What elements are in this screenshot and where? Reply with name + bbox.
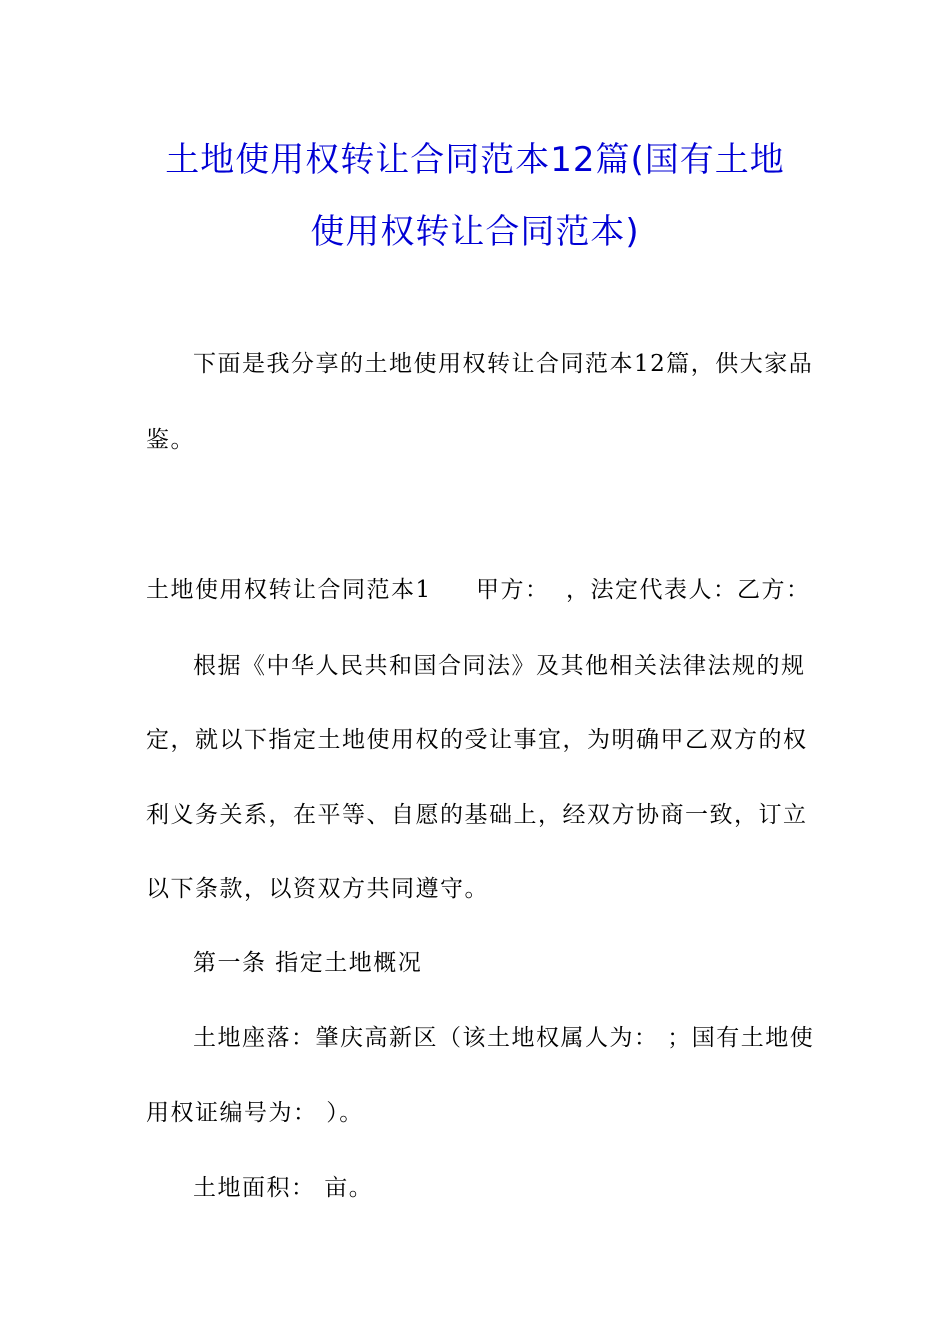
para1-line1: 根据《中华人民共和国合同法》及其他相关法律法规的规 <box>193 653 806 679</box>
para1-line4: 以下条款，以资双方共同遵守。 <box>146 876 489 902</box>
article1-heading: 第一条 指定土地概况 <box>193 950 423 976</box>
intro-line2: 鉴。 <box>146 427 195 453</box>
party-b-label: 乙方： <box>737 577 811 603</box>
para1-line2: 定，就以下指定土地使用权的受让事宜，为明确甲乙双方的权 <box>146 727 808 753</box>
area-line: 土地面积： 亩。 <box>193 1175 374 1201</box>
section1-heading: 土地使用权转让合同范本1 <box>146 577 432 603</box>
document-title-line1: 土地使用权转让合同范本12篇(国有土地 <box>165 140 785 180</box>
intro-line1: 下面是我分享的土地使用权转让合同范本12篇，供大家品 <box>193 351 814 377</box>
document-title-line2: 使用权转让合同范本) <box>310 212 640 252</box>
party-a-label: 甲方： <box>476 577 550 603</box>
para1-line3: 利义务关系，在平等、自愿的基础上，经双方协商一致，订立 <box>146 802 808 828</box>
location-line1: 土地座落：肇庆高新区（该土地权属人为： ；国有土地使 <box>193 1025 815 1051</box>
legal-rep-label: ，法定代表人： <box>566 577 738 603</box>
location-line2: 用权证编号为： ）。 <box>146 1100 364 1126</box>
